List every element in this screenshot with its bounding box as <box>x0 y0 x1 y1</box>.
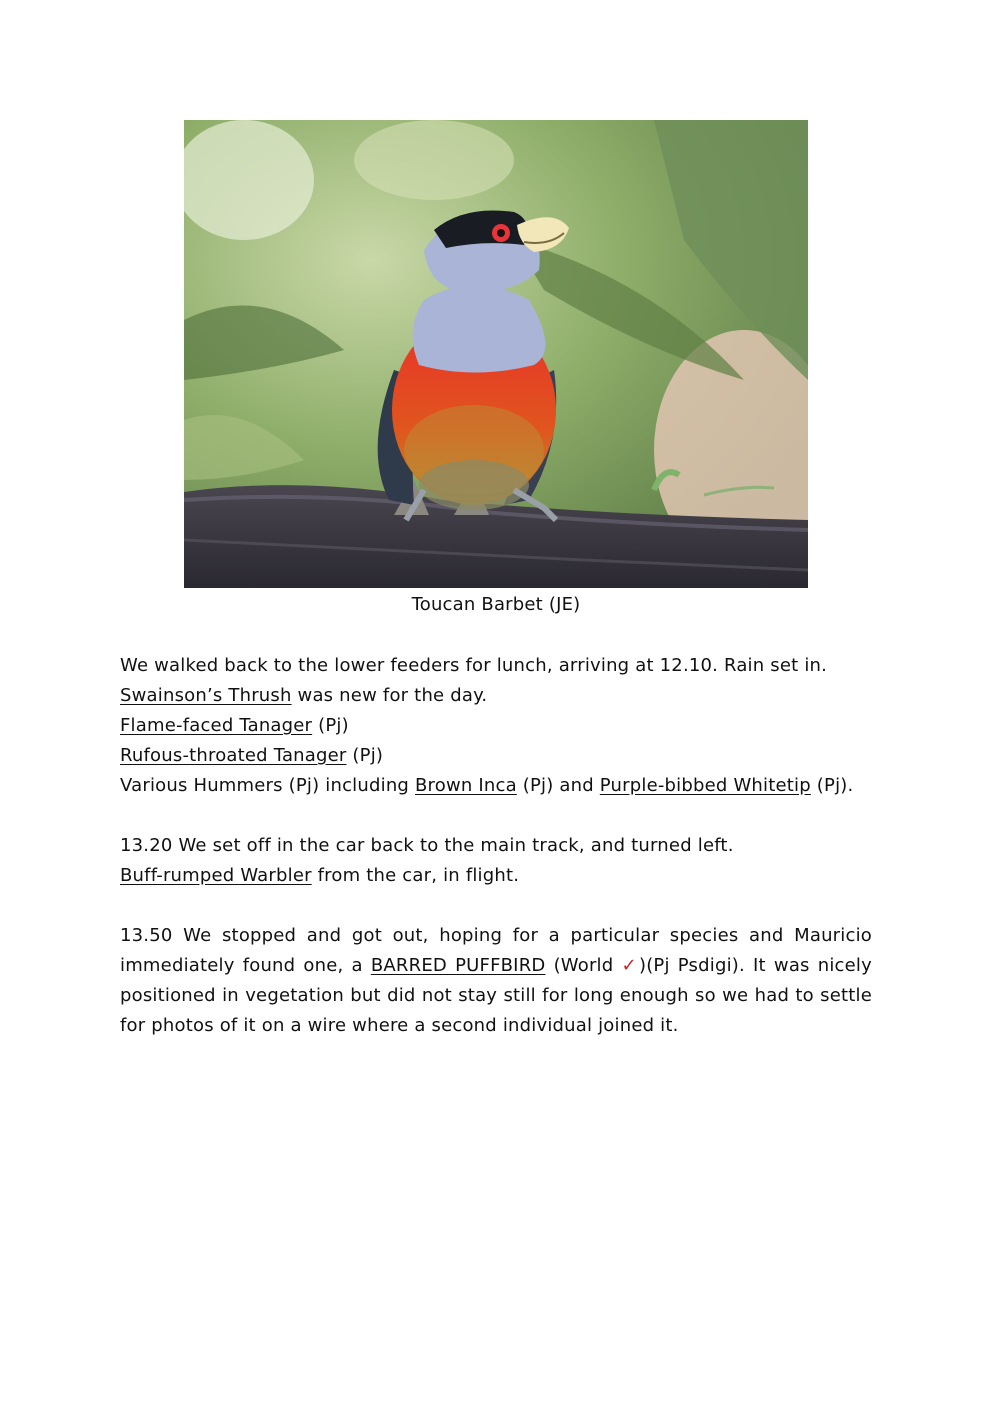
checkmark-icon: ✓ <box>621 955 639 976</box>
text-line <box>120 861 872 891</box>
paragraph-lunch <box>120 651 872 801</box>
text-line <box>120 741 872 771</box>
text-line <box>120 711 872 741</box>
species-name: Flame-faced Tanager <box>120 715 313 736</box>
photo-caption: Toucan Barbet (JE) <box>411 594 581 615</box>
paragraph-puffbird <box>120 921 872 1041</box>
text-line: 13.20 We set off in the car back to the main track, and turned left. <box>120 835 734 856</box>
text-span: (Pj) <box>312 715 349 736</box>
species-name: Buff-rumped Warbler <box>120 865 312 886</box>
text-span: )(Pj Psdigi). It was nicely positioned in vegetation but did not stay still for long enough so we had to settle for photos of it on a wire where a second individual joined it. <box>120 955 872 1036</box>
text-span: (World <box>545 955 622 976</box>
text-line <box>120 681 872 711</box>
species-name: BARRED PUFFBIRD <box>370 955 546 976</box>
text-span: was new for the day. <box>291 685 488 706</box>
text-line <box>120 771 872 801</box>
text-span: (Pj) <box>346 745 384 766</box>
text-line: We walked back to the lower feeders for lunch, arriving at 12.10. Rain set in. <box>120 655 828 676</box>
text-span: 13.50 We stopped and got out, hoping for a particular species and Mauricio immediately found one, a <box>120 925 872 976</box>
paragraph-car <box>120 831 872 891</box>
species-name: Purple-bibbed Whitetip <box>599 775 811 796</box>
text-span: from the car, in flight. <box>311 865 520 886</box>
text-span: (Pj). <box>810 775 854 796</box>
text-span: (Pj) and <box>516 775 600 796</box>
toucan-barbet-photo <box>184 120 808 588</box>
species-name: Brown Inca <box>414 775 517 796</box>
species-name: Swainson’s Thrush <box>120 685 292 706</box>
text-span: Various Hummers (Pj) including <box>120 775 415 796</box>
species-name: Rufous-throated Tanager <box>120 745 347 766</box>
